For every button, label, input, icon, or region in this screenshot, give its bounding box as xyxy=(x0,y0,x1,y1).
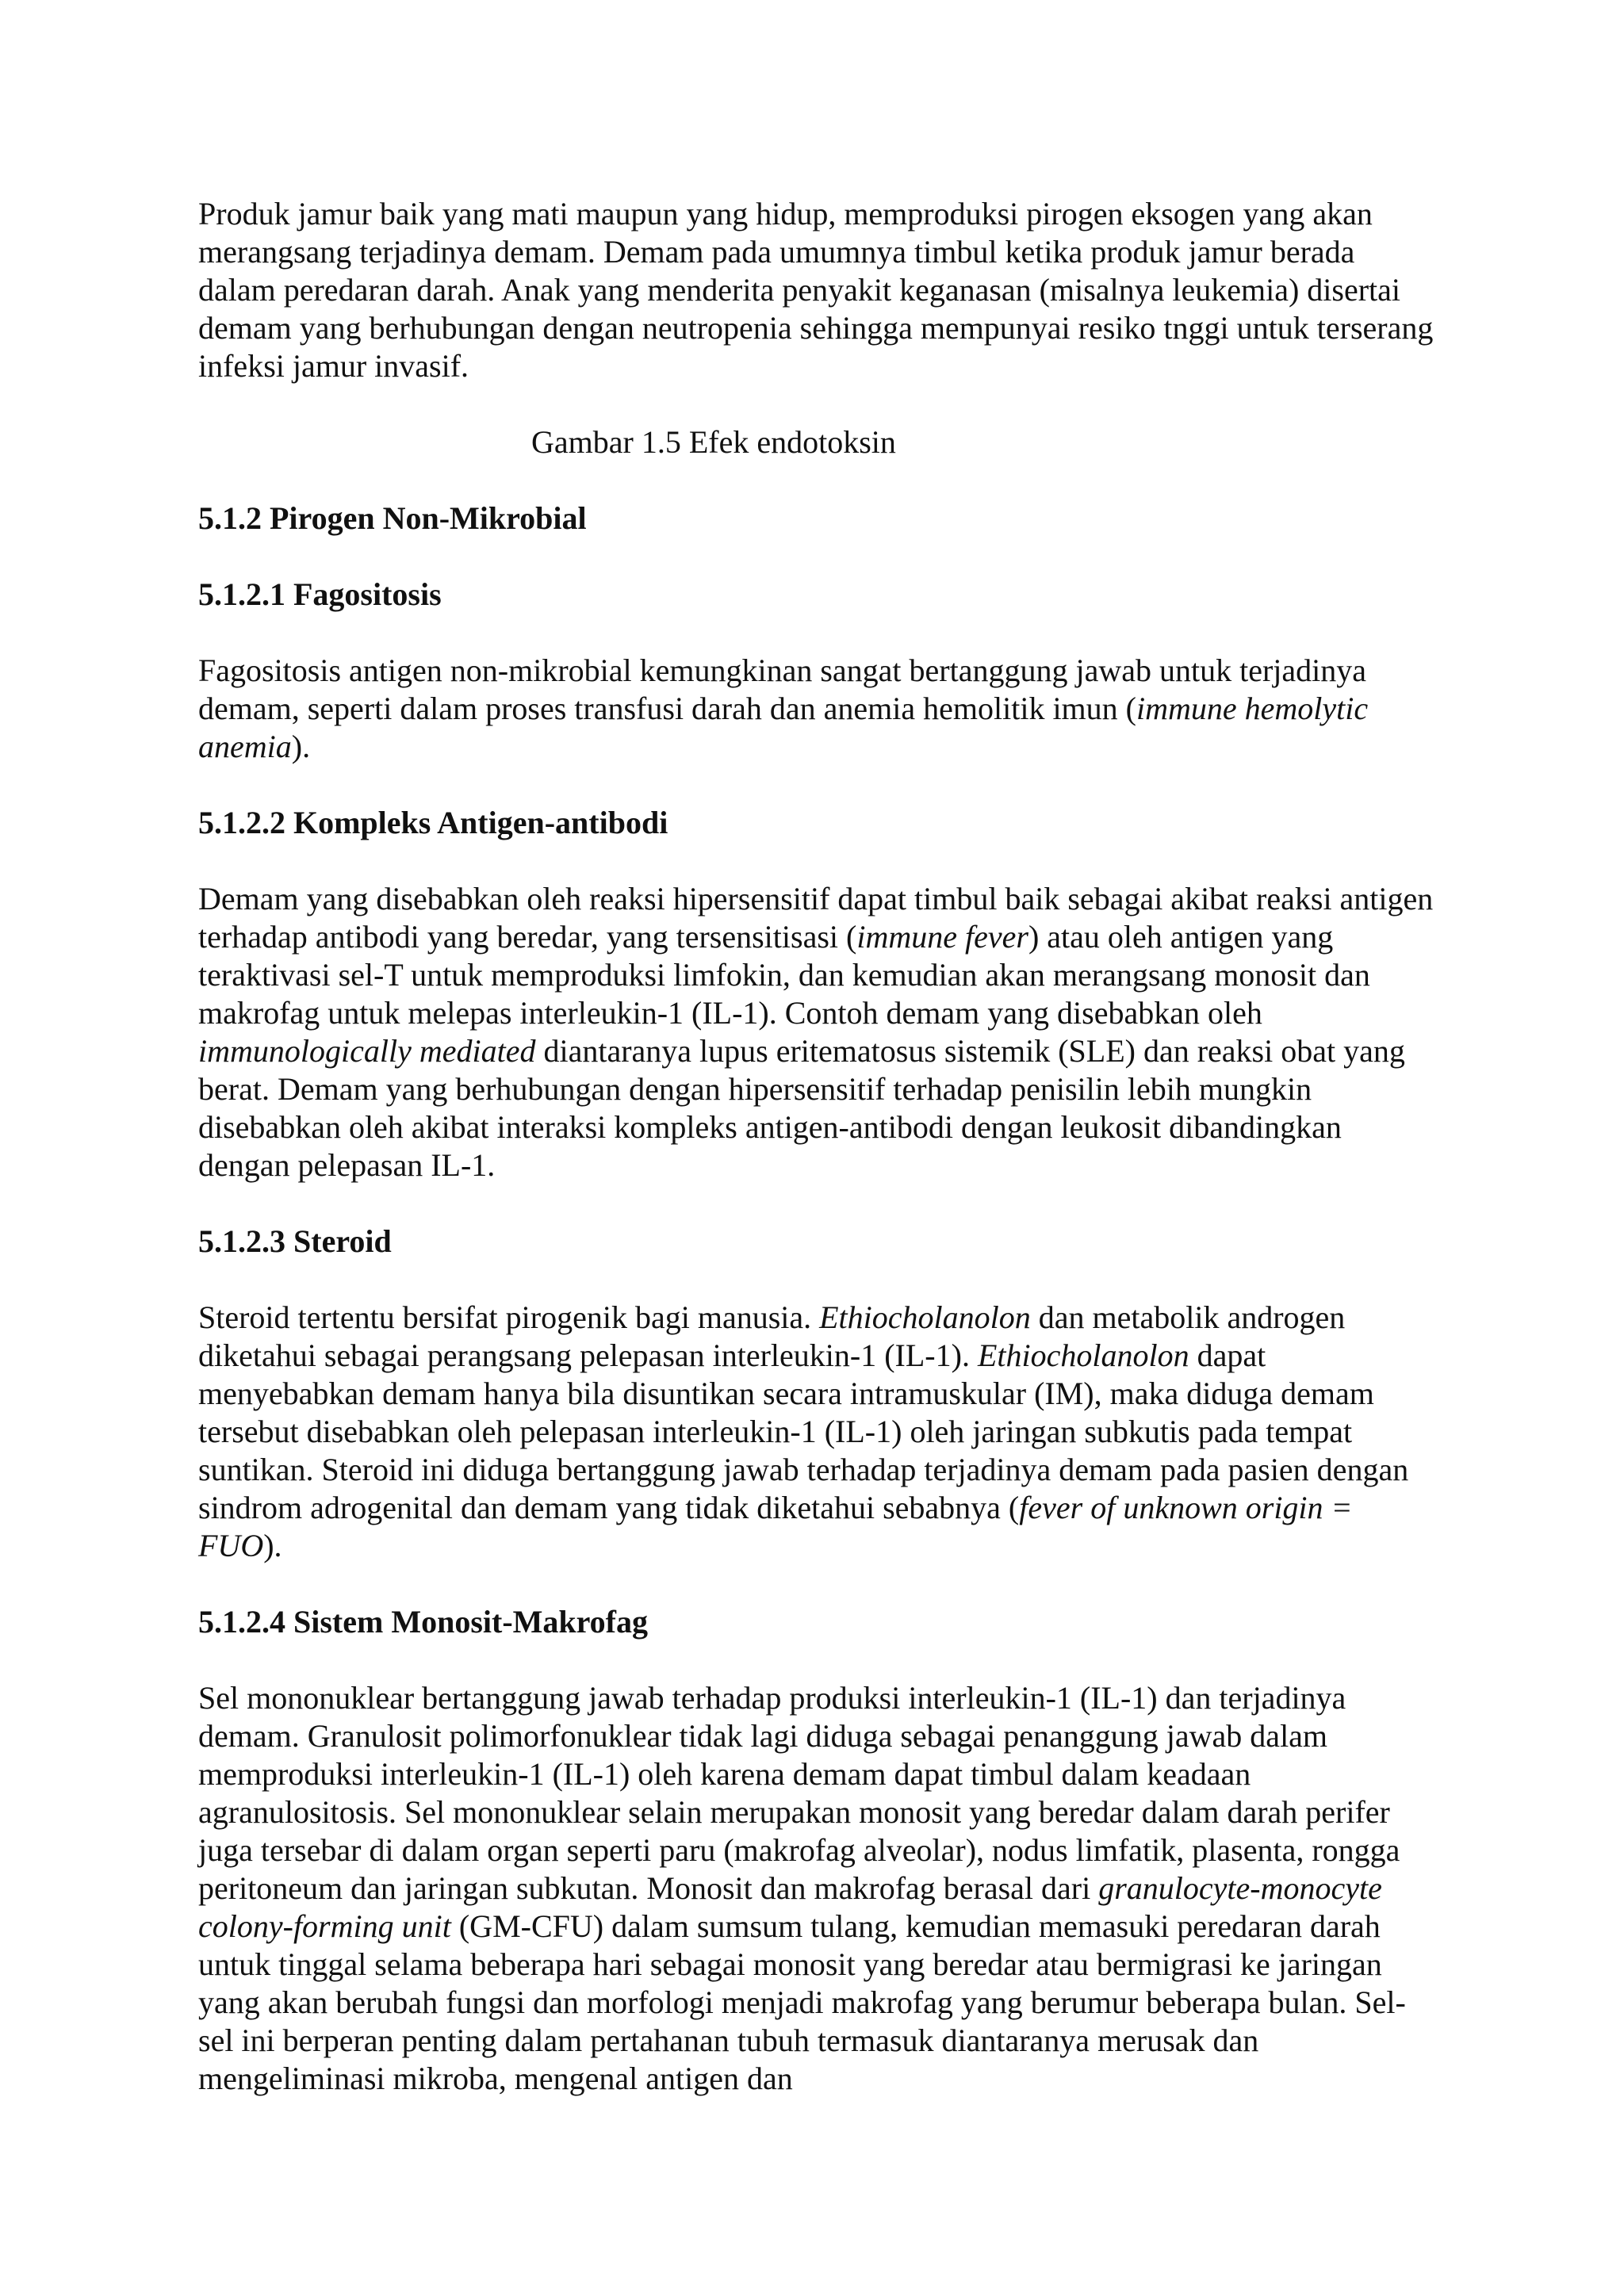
italic-term: Ethiocholanolon xyxy=(977,1337,1189,1373)
italic-term: immune hemolytic anemia xyxy=(198,691,1369,764)
paragraph-fagositosis xyxy=(198,652,1435,766)
section-heading-5-1-2-4: 5.1.2.4 Sistem Monosit-Makrofag xyxy=(198,1604,648,1640)
text-run: (GM-CFU) dalam sumsum tulang, kemudian memasuki peredaran darah untuk tinggal selama beberapa hari sebagai monosit yang beredar atau bermigrasi ke jaringan yang akan berubah fungsi dan morfologi menjadi makrofag yang berumur beberapa bulan. Sel-sel ini berperan penting dalam pertahanan tubuh termasuk diantaranya merusak dan mengeliminasi mikroba, mengenal antigen dan xyxy=(198,1908,1406,2096)
text-run: dan metabolik androgen diketahui sebagai perangsang pelepasan interleukin-1 (IL-1). xyxy=(198,1299,1346,1373)
text-run: ) atau oleh antigen yang teraktivasi sel-T untuk memproduksi limfokin, dan kemudian akan merangsang monosit dan makrofag untuk melepas interleukin-1 (IL-1). Contoh demam yang disebabkan oleh xyxy=(198,919,1370,1031)
italic-term: immune fever xyxy=(856,919,1028,955)
text-run: Sel mononuklear bertanggung jawab terhadap produksi interleukin-1 (IL-1) dan terjadinya demam. Granulosit polimorfonuklear tidak lagi diduga sebagai penanggung jawab dalam memproduksi interleukin-1 (IL-1) oleh karena demam dapat timbul dalam keadaan agranulositosis. Sel mononuklear selain merupakan monosit yang beredar dalam darah perifer juga tersebar di dalam organ seperti paru (makrofag alveolar), nodus limfatik, plasenta, rongga peritoneum dan jaringan subkutan. Monosit dan makrofag berasal dari xyxy=(198,1680,1400,1906)
text-run: Steroid tertentu bersifat pirogenik bagi manusia. xyxy=(198,1299,820,1335)
text-run: ). xyxy=(291,729,311,764)
paragraph-steroid xyxy=(198,1299,1435,1565)
text-run: Fagositosis antigen non-mikrobial kemungkinan sangat bertanggung jawab untuk terjadinya demam, seperti dalam proses transfusi darah dan anemia hemolitik imun ( xyxy=(198,652,1367,726)
section-heading-5-1-2-2: 5.1.2.2 Kompleks Antigen-antibodi xyxy=(198,805,668,840)
figure-caption: Gambar 1.5 Efek endotoksin xyxy=(531,424,896,460)
section-heading-5-1-2: 5.1.2 Pirogen Non-Mikrobial xyxy=(198,500,587,536)
italic-term: Ethiocholanolon xyxy=(819,1299,1031,1335)
intro-paragraph: Produk jamur baik yang mati maupun yang hidup, memproduksi pirogen eksogen yang akan merangsang terjadinya demam. Demam pada umumnya timbul ketika produk jamur berada dalam peredaran darah. Anak yang menderita penyakit keganasan (misalnya leukemia) disertai demam yang berhubungan dengan neutropenia sehingga mempunyai resiko tnggi untuk terserang infeksi jamur invasif. xyxy=(198,196,1434,384)
text-run: diantaranya lupus eritematosus sistemik (SLE) dan reaksi obat yang berat. Demam yang berhubungan dengan hipersensitif terhadap penisilin lebih mungkin disebabkan oleh akibat interaksi kompleks antigen-antibodi dengan leukosit dibandingkan dengan pelepasan IL-1. xyxy=(198,1033,1405,1183)
section-heading-5-1-2-1: 5.1.2.1 Fagositosis xyxy=(198,576,442,612)
text-run: ). xyxy=(263,1528,282,1563)
document-body xyxy=(198,195,1435,2136)
paragraph-monosit-makrofag xyxy=(198,1679,1435,2098)
paragraph-kompleks-antigen xyxy=(198,880,1435,1184)
text-run: dapat menyebabkan demam hanya bila disuntikan secara intramuskular (IM), maka diduga demam tersebut disebabkan oleh pelepasan interleukin-1 (IL-1) oleh jaringan subkutis pada tempat suntikan. Steroid ini diduga bertanggung jawab terhadap terjadinya demam pada pasien dengan sindrom adrogenital dan demam yang tidak diketahui sebabnya ( xyxy=(198,1337,1409,1525)
section-heading-5-1-2-3: 5.1.2.3 Steroid xyxy=(198,1223,392,1259)
italic-term: immunologically mediated xyxy=(198,1033,536,1069)
italic-term: fever of unknown origin = FUO xyxy=(198,1490,1353,1563)
italic-term: granulocyte-monocyte colony-forming unit xyxy=(198,1870,1382,1944)
text-run: Demam yang disebabkan oleh reaksi hipersensitif dapat timbul baik sebagai akibat reaksi antigen terhadap antibodi yang beredar, yang tersensitisasi ( xyxy=(198,881,1434,955)
